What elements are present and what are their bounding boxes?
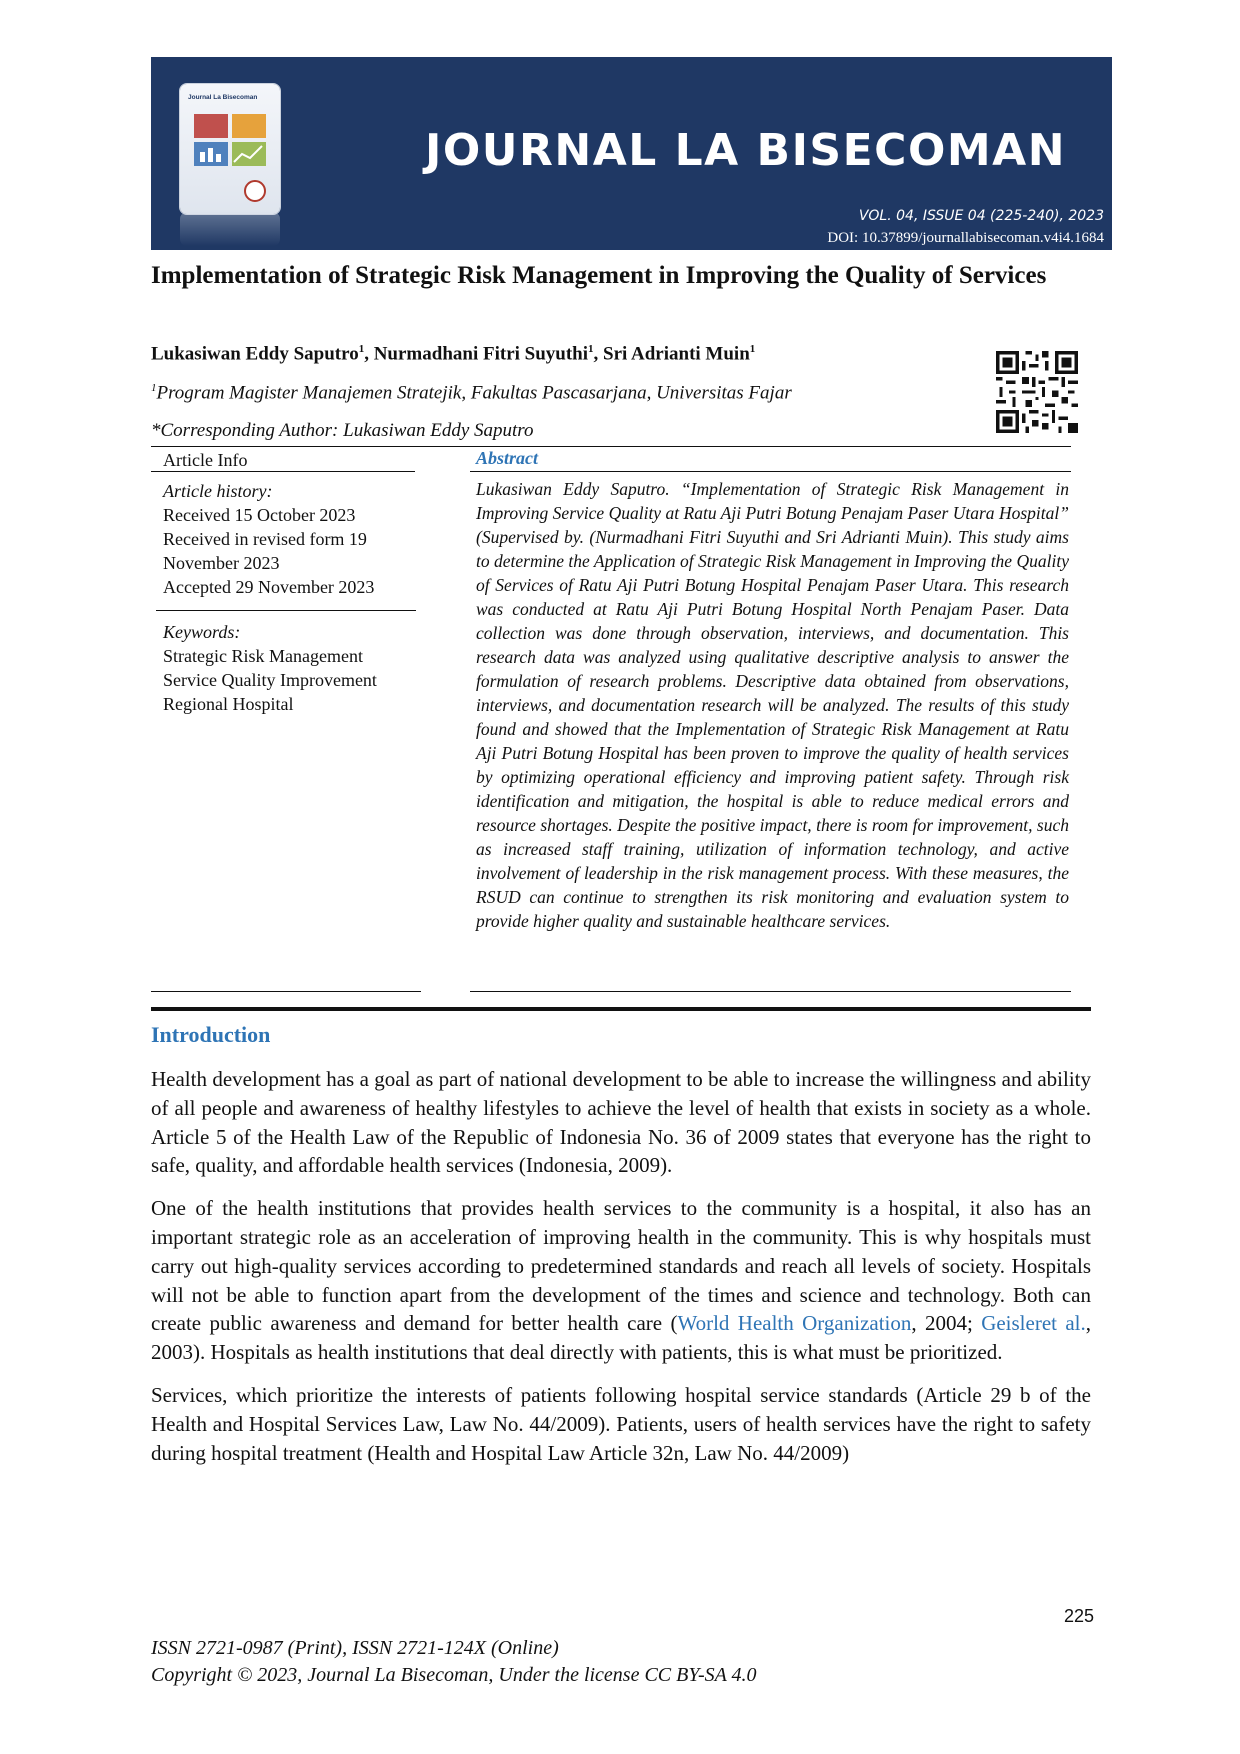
author-affiliation-mark: 1: [358, 343, 365, 355]
journal-cover-image: [180, 84, 280, 214]
author-name: Sri Adrianti Muin: [603, 343, 750, 365]
paragraph: Health development has a goal as part of national development to be able to increase the willingness and ability of all people and awareness of healthy lifestyles to achieve the level of health that exists in society as a whole. Article 5 of the Health Law of the Republic of Indonesia No. 36 of 2009 states that everyone has the right to safe, quality, and affordable health services (Indonesia, 2009).: [151, 1067, 1091, 1178]
table-bottom-rule-left: [151, 991, 421, 992]
keywords-block: [163, 620, 423, 716]
article-history-label: Article history:: [163, 481, 273, 501]
history-item: Accepted 29 November 2023: [163, 577, 375, 597]
author-affiliation-mark: 1: [749, 343, 756, 355]
info-heading-rule: [151, 471, 415, 472]
affiliation: [151, 382, 792, 404]
keyword: Service Quality Improvement: [163, 670, 377, 690]
abstract-text: Lukasiwan Eddy Saputro. “Implementation of Strategic Risk Management in Improving Service Quality at Ratu Aji Putri Botung Penajam Paser Utara Hospital” (Supervised by. (Nurmadhani Fitri Suyuthi and Sri Adrianti Muin). This study aims to determine the Application of Strategic Risk Management in Improving the Quality of Services of Ratu Aji Putri Botung Hospital Penajam Paser Utara. This research was conducted at Ratu Aji Putri Botung Hospital North Penajam Paser. Data collection was done through observation, interviews, and documentation. This research data was analyzed using qualitative descriptive analysis to answer the formulation of research problems. Descriptive data obtained from observations, interviews, and documentation research will be analyzed. The results of this study found and showed that the Implementation of Strategic Risk Management at Ratu Aji Putri Botung Hospital has been proven to improve the quality of health services by optimizing operational efficiency and improving patient safety. Through risk identification and mitigation, the hospital is able to reduce medical errors and resource shortages. Despite the positive impact, there is room for improvement, such as increased staff training, utilization of information technology, and active involvement of leadership in the risk management process. With these measures, the RSUD can continue to strengthen its risk monitoring and evaluation system to provide higher quality and sustainable healthcare services.: [476, 479, 1069, 931]
history-keywords-divider: [156, 610, 416, 611]
cover-title: Journal La Bisecoman: [188, 94, 258, 101]
citation-link[interactable]: World Health Organization: [677, 1311, 912, 1336]
affiliation-mark: 1: [151, 382, 157, 394]
abstract-heading-rule: [470, 471, 1071, 472]
keywords-label: Keywords:: [163, 622, 241, 642]
page-number: 225: [1063, 1606, 1094, 1626]
author-name: Lukasiwan Eddy Saputro: [151, 343, 359, 365]
volume-issue: VOL. 04, ISSUE 04 (225-240), 2023: [858, 208, 1104, 224]
article-info-heading: Article Info: [163, 450, 248, 470]
qr-code-icon[interactable]: [996, 351, 1078, 433]
author-list: Lukasiwan Eddy Saputro$^1$, Nurmadhani Fitri Suyuthi$^1$, Sri Adrianti Muin$^1$: [151, 343, 756, 365]
history-item: Received 15 October 2023: [163, 505, 356, 525]
table-top-rule: [151, 446, 1071, 447]
introduction-body: [151, 1065, 1091, 1481]
cover-artwork: [194, 114, 266, 166]
cover-reflection: [180, 212, 280, 246]
issn-footer: ISSN 2721-0987 (Print), ISSN 2721-124X (Online): [151, 1637, 559, 1659]
table-bottom-rule-right: [470, 991, 1071, 992]
doi-link[interactable]: DOI: 10.37899/journallabisecoman.v4i4.1684: [827, 230, 1104, 246]
section-separator: [151, 1007, 1091, 1011]
introduction-heading: Introduction: [151, 1022, 271, 1047]
article-title: Implementation of Strategic Risk Management in Improving the Quality of Services: [151, 262, 1047, 289]
paragraph-text: , 2004;: [911, 1311, 982, 1336]
keyword: Regional Hospital: [163, 694, 294, 714]
abstract-heading: Abstract: [476, 448, 539, 468]
paragraph-text: One of the health institutions that provides health services to the community is a hospital, it also has an important strategic role as an acceleration of improving health in the community. This is why hospitals must carry out high-quality services according to predetermined standards and reach all levels of society. Hospitals will not be able to function apart from the development of the times and science and technology. Both can create public awareness and demand for better health care (: [151, 1196, 1091, 1336]
paragraph: [151, 1194, 1091, 1367]
affiliation-text: Program Magister Manajemen Stratejik, Fakultas Pascasarjana, Universitas Fajar: [156, 382, 792, 404]
author-name: Nurmadhani Fitri Suyuthi: [373, 343, 589, 365]
history-item: Received in revised form 19 November 2023: [163, 529, 367, 573]
publisher-seal-icon: [244, 180, 266, 202]
keyword: Strategic Risk Management: [163, 646, 363, 666]
corresponding-author: *Corresponding Author: Lukasiwan Eddy Saputro: [151, 420, 534, 441]
journal-name: JOURNAL LA BISECOMAN: [425, 125, 1067, 176]
paragraph-text: , 2003). Hospitals as health institutions that deal directly with patients, this is what must be prioritized.: [151, 1311, 1091, 1365]
citation-link[interactable]: Geisleret al.: [981, 1311, 1086, 1336]
author-affiliation-mark: 1: [588, 343, 594, 355]
copyright-footer: Copyright © 2023, Journal La Bisecoman, Under the license CC BY-SA 4.0: [151, 1664, 757, 1686]
paragraph: Services, which prioritize the interests of patients following hospital service standards (Article 29 b of the Health and Hospital Services Law, Law No. 44/2009). Patients, users of health services have the right to safety during hospital treatment (Health and Hospital Law Article 32n, Law No. 44/2009): [151, 1382, 1091, 1465]
journal-banner: [151, 57, 1112, 250]
